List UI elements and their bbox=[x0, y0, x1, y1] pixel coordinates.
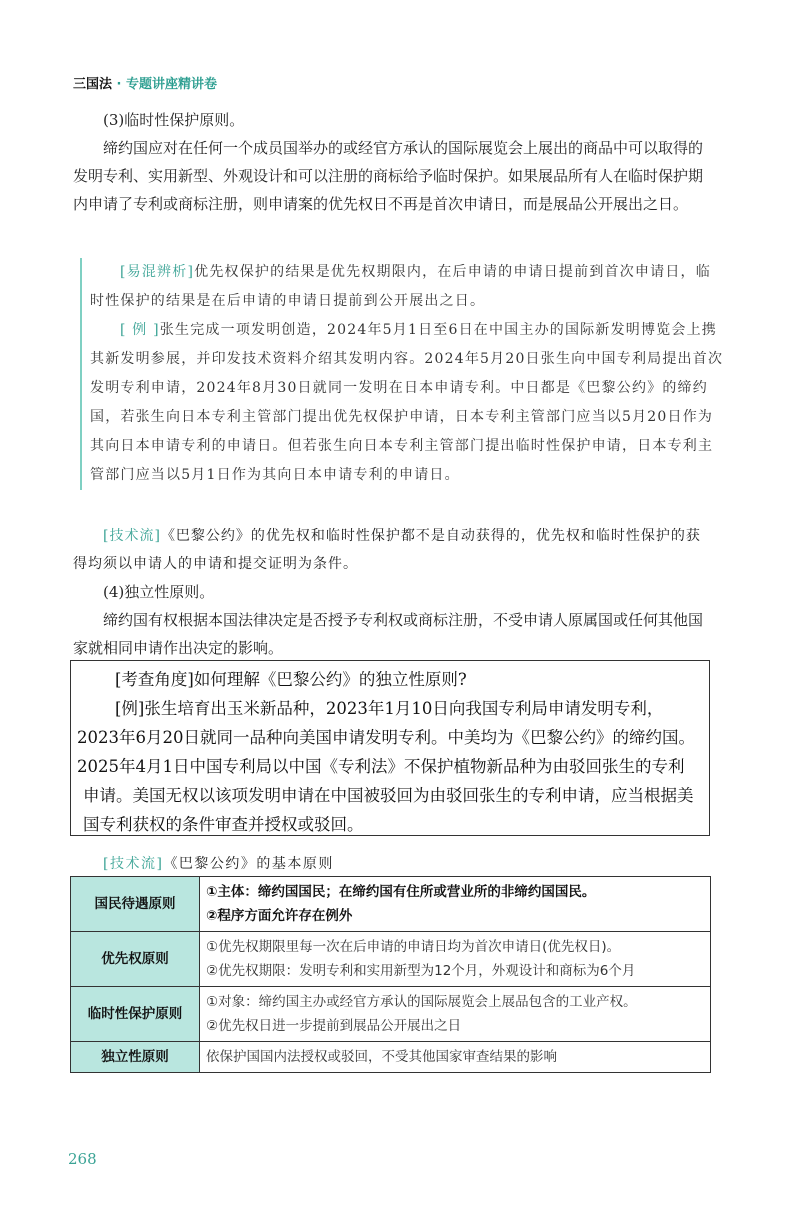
row-head: 临时性保护原则 bbox=[71, 987, 200, 1042]
box-example-line: [例]张生培育出玉米新品种，2023年1月10日向我国专利局申请发明专利， bbox=[115, 699, 664, 718]
principles-table bbox=[70, 876, 711, 1073]
row-head: 独立性原则 bbox=[71, 1042, 200, 1073]
example-note bbox=[90, 316, 725, 490]
exam-angle-box bbox=[70, 660, 710, 836]
row-line: ②程序方面允许存在例外 bbox=[206, 908, 353, 924]
header-dot: · bbox=[116, 77, 122, 92]
row-line: ②优先权日进一步提前到展品公开展出之日 bbox=[206, 1018, 462, 1034]
running-header bbox=[73, 73, 217, 92]
section-4 bbox=[73, 578, 713, 662]
row-line: ①优先权期限里每一次在后申请的申请日均为首次申请日(优先权日)。 bbox=[206, 939, 621, 955]
section-4-body: 缔约国有权根据本国法律决定是否授予专利权或商标注册，不受申请人原属国或任何其他国家就相同申请作出决定的影响。 bbox=[73, 611, 704, 657]
section-3 bbox=[73, 106, 713, 218]
example-text: 张生完成一项发明创造，2024年5月1日至6日在中国主办的国际新发明博览会上携其新发明参展，并印发技术资料介绍其发明内容。2024年5月20日张生向中国专利局提出首次发明专利申请，2024年8月30日就同一发明在日本申请专利。中日都是《巴黎公约》的缔约国，若张生向日本专利主管部门提出优先权保护申请，日本专利主管部门应当以5月20日作为其向日本申请专利的申请日。但若张生向日本专利主管部门提出临时性保护申请，日本专利主管部门应当以5月1日作为其向日本申请专利的申请日。 bbox=[90, 322, 724, 483]
section-3-heading: (3)临时性保护原则。 bbox=[103, 111, 245, 129]
section-4-heading: (4)独立性原则。 bbox=[103, 583, 215, 601]
table-row bbox=[71, 932, 711, 987]
row-head: 优先权原则 bbox=[71, 932, 200, 987]
table-row bbox=[71, 987, 711, 1042]
tip-2-text: 《巴黎公约》的基本原则 bbox=[163, 856, 334, 872]
table-row bbox=[71, 1042, 711, 1073]
row-content bbox=[200, 987, 711, 1042]
tip-2-tag: [技术流] bbox=[103, 856, 164, 872]
row-line: ②优先权期限：发明专利和实用新型为12个月，外观设计和商标为6个月 bbox=[206, 963, 636, 979]
row-head: 国民待遇原则 bbox=[71, 877, 200, 932]
table-row bbox=[71, 877, 711, 932]
tip-1-tag: [技术流] bbox=[103, 528, 161, 544]
section-3-body: 缔约国应对在任何一个成员国举办的或经官方承认的国际展览会上展出的商品中可以取得的发明专利、实用新型、外观设计和可以注册的商标给予临时保护。如果展品所有人在临时保护期内申请了专利或商标注册，则申请案的优先权日不再是首次申请日，而是展品公开展出之日。 bbox=[73, 139, 704, 213]
tip-1 bbox=[73, 522, 715, 578]
example-tag: [ 例 ] bbox=[120, 322, 160, 338]
row-line: ①对象：缔约国主办或经官方承认的国际展览会上展品包含的工业产权。 bbox=[206, 994, 637, 1010]
confusion-text: 优先权保护的结果是优先权期限内，在后申请的申请日提前到首次申请日，临时性保护的结果是在后申请的申请日提前到公开展出之日。 bbox=[90, 264, 711, 309]
page-number: 268 bbox=[68, 1150, 97, 1168]
tip-1-text: 《巴黎公约》的优先权和临时性保护都不是自动获得的，优先权和临时性保护的获得均须以申请人的申请和提交证明为条件。 bbox=[73, 528, 701, 572]
row-content bbox=[200, 877, 711, 932]
confusion-tag: [易混辨析] bbox=[120, 264, 195, 280]
series-title: 专题讲座精讲卷 bbox=[126, 77, 218, 92]
confusion-note bbox=[90, 258, 725, 316]
tip-2 bbox=[103, 850, 334, 878]
book-title: 三国法 bbox=[73, 77, 113, 92]
box-line-5: 申请。美国无权以该项发明申请在中国被驳回为由驳回张生的专利申请，应当根据美 bbox=[83, 786, 694, 805]
box-line-4: 2025年4月1日中国专利局以中国《专利法》不保护植物新品种为由驳回张生的专利 bbox=[77, 757, 685, 776]
note-box bbox=[80, 258, 725, 490]
row-content bbox=[200, 932, 711, 987]
row-line: 依保护国国内法授权或驳回，不受其他国家审查结果的影响 bbox=[206, 1049, 557, 1065]
row-line: ①主体：缔约国国民；在缔约国有住所或营业所的非缔约国国民。 bbox=[206, 884, 596, 900]
exam-angle-line: [考查角度]如何理解《巴黎公约》的独立性原则? bbox=[115, 670, 467, 689]
box-line-3: 2023年6月20日就同一品种向美国申请发明专利。中美均为《巴黎公约》的缔约国。 bbox=[77, 728, 695, 747]
box-line-6: 国专利获权的条件审查并授权或驳回。 bbox=[83, 815, 364, 834]
row-content bbox=[200, 1042, 711, 1073]
